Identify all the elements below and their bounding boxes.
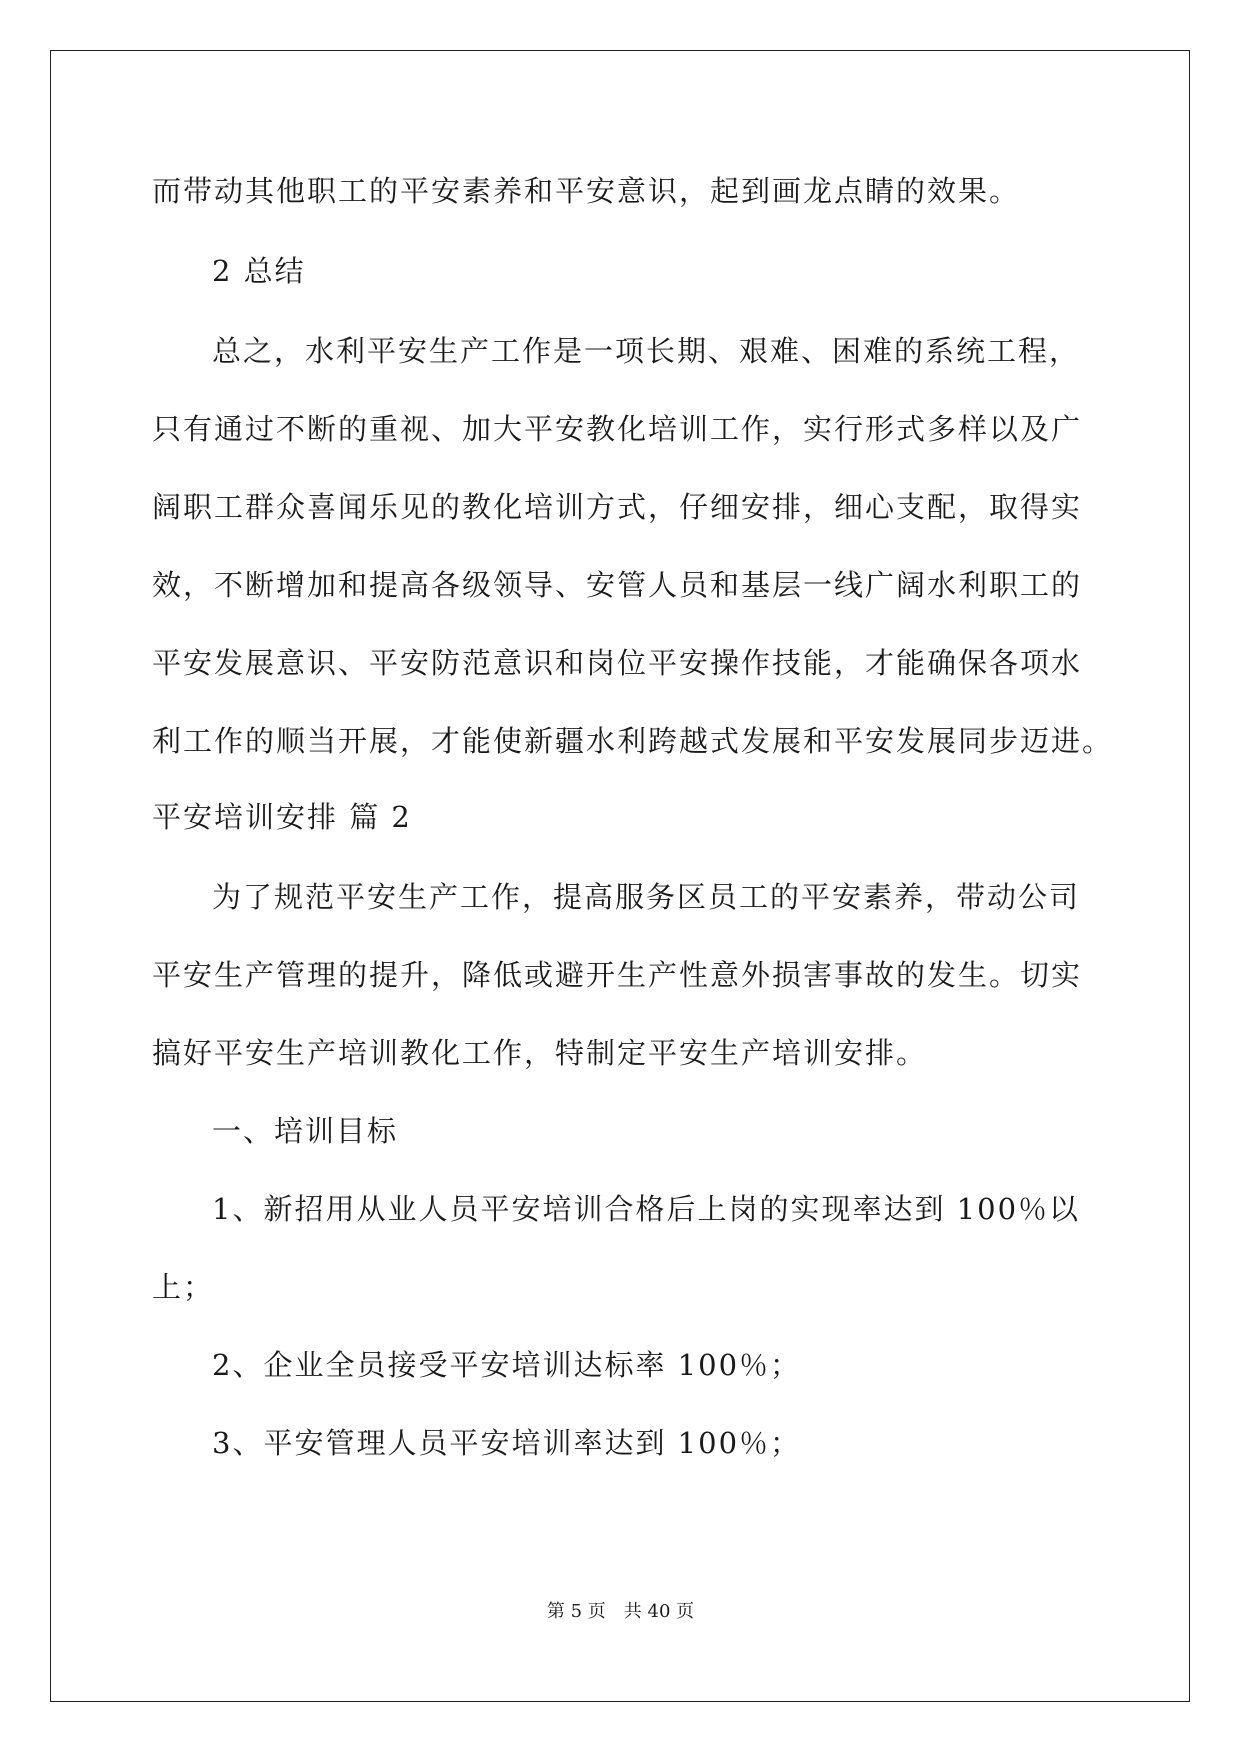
section-heading: 一、培训目标 (212, 1114, 399, 1148)
list-item: 3、平安管理人员平安培训率达到 100％； (212, 1426, 802, 1460)
list-item-continuation: 上； (152, 1270, 215, 1304)
article-title: 平安培训安排 篇 2 (152, 800, 412, 834)
body-line: 平安发展意识、平安防范意识和岗位平安操作技能，才能确保各项水 (152, 646, 1083, 680)
body-line: 为了规范平安生产工作，提高服务区员工的平安素养，带动公司 (212, 880, 1081, 914)
body-line: 阔职工群众喜闻乐见的教化培训方式，仔细安排，细心支配，取得实 (152, 490, 1083, 524)
list-item: 1、新招用从业人员平安培训合格后上岗的实现率达到 100％以 (212, 1192, 1081, 1226)
list-item: 2、企业全员接受平安培训达标率 100％； (212, 1348, 802, 1382)
body-line: 搞好平安生产培训教化工作，特制定平安生产培训安排。 (152, 1036, 928, 1070)
body-line: 平安生产管理的提升，降低或避开生产性意外损害事故的发生。切实 (152, 958, 1083, 992)
page-footer: 第 5 页 共 40 页 (546, 1601, 695, 1622)
body-line: 只有通过不断的重视、加大平安教化培训工作，实行形式多样以及广 (152, 412, 1083, 446)
body-line: 利工作的顺当开展，才能使新疆水利跨越式发展和平安发展同步迈进。 (152, 724, 1114, 758)
section-heading: 2 总结 (212, 254, 306, 288)
body-line: 而带动其他职工的平安素养和平安意识，起到画龙点睛的效果。 (152, 174, 1021, 208)
body-line: 总之，水利平安生产工作是一项长期、艰难、困难的系统工程， (212, 334, 1081, 368)
body-line: 效，不断增加和提高各级领导、安管人员和基层一线广阔水利职工的 (152, 568, 1083, 602)
